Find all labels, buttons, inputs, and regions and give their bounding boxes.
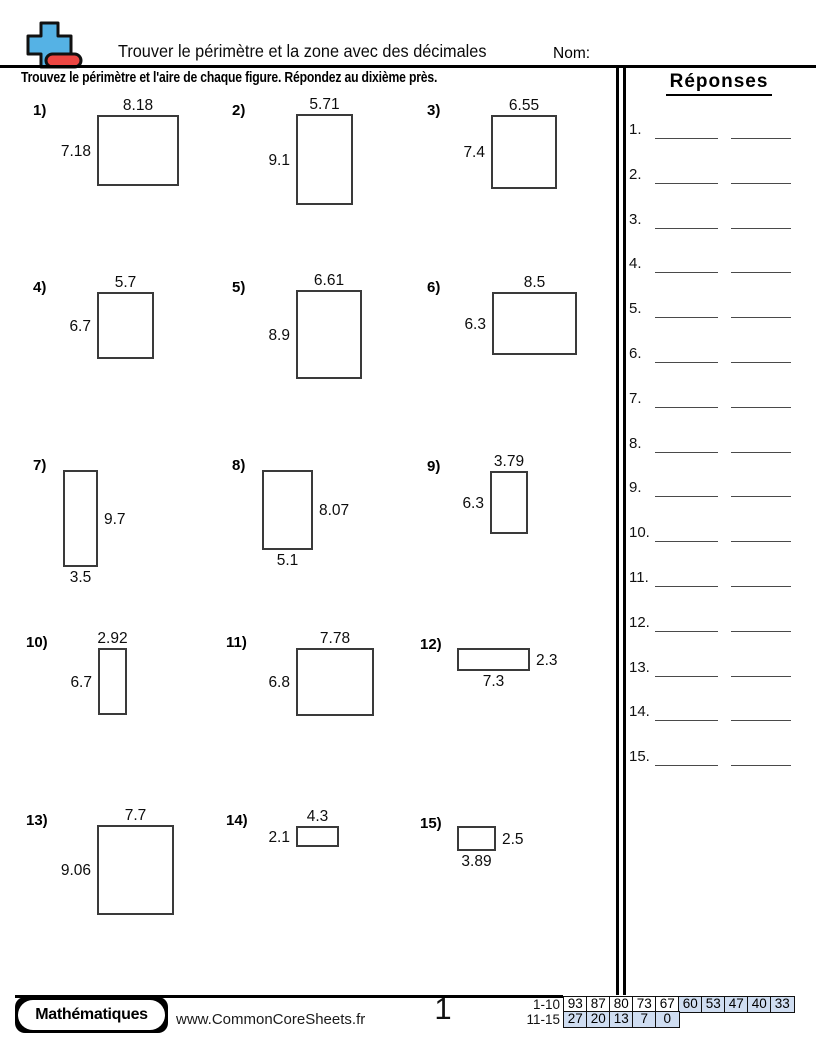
problem-number-14: 14)	[226, 812, 248, 829]
answer-number-3: 3.	[629, 210, 642, 228]
figure-rect-15	[457, 826, 496, 851]
dimension-label-top: 5.71	[309, 96, 340, 113]
dimension-label-top: 7.7	[124, 807, 147, 824]
answer-number-6: 6.	[629, 345, 642, 362]
dimension-label-bottom: 7.3	[482, 673, 505, 690]
answer-blank-perimeter-12	[655, 631, 718, 633]
answer-blank-perimeter-15	[655, 765, 718, 767]
dimension-label-left: 7.18	[60, 142, 91, 160]
answer-blank-area-12	[731, 631, 791, 633]
problem-number-13: 13)	[26, 812, 48, 829]
score-cell: 87	[586, 996, 611, 1013]
answer-blank-area-2	[731, 183, 791, 185]
answer-blank-perimeter-1	[655, 138, 718, 140]
score-cell: 7	[632, 1011, 657, 1028]
answer-blank-perimeter-5	[655, 317, 718, 319]
dimension-label-right: 2.5	[502, 830, 524, 848]
dimension-label-right: 9.7	[104, 510, 126, 528]
problem-number-6: 6)	[427, 279, 441, 296]
dimension-label-left: 6.7	[70, 673, 92, 691]
header-rule	[0, 65, 816, 68]
dimension-label-left: 9.1	[268, 151, 290, 169]
dimension-label-top: 5.7	[114, 274, 137, 291]
answer-blank-area-6	[731, 362, 791, 364]
dimension-label-right: 8.07	[319, 502, 350, 519]
figure-rect-6	[492, 292, 577, 355]
figure-rect-1	[97, 115, 179, 186]
page-title: Trouver le périmètre et la zone avec des décimales	[118, 41, 487, 61]
problem-number-11: 11)	[226, 634, 247, 651]
dimension-label-top: 6.55	[508, 97, 540, 114]
score-cell: 93	[563, 996, 588, 1013]
answer-blank-area-3	[731, 228, 791, 230]
answer-number-7: 7.	[629, 389, 642, 407]
problem-number-12: 12)	[420, 636, 442, 653]
score-cell: 60	[678, 996, 703, 1013]
score-cell: 33	[770, 996, 795, 1013]
dimension-label-bottom: 5.1	[276, 552, 299, 569]
answer-number-10: 10.	[629, 524, 650, 542]
answer-blank-perimeter-6	[655, 362, 718, 364]
dimension-label-left: 6.7	[69, 317, 91, 335]
score-cell: 80	[609, 996, 634, 1013]
answer-blank-perimeter-2	[655, 183, 718, 185]
column-separator-line	[623, 66, 626, 995]
answers-title: Réponses	[628, 71, 810, 96]
score-cell: 40	[747, 996, 772, 1013]
name-label: Nom:	[553, 45, 591, 62]
answer-blank-perimeter-14	[655, 720, 718, 722]
answer-blank-area-13	[731, 676, 791, 678]
answer-number-14: 14.	[629, 703, 650, 721]
answer-blank-perimeter-10	[655, 541, 718, 543]
score-row-label: 11-15	[526, 1012, 560, 1027]
dimension-label-left: 6.3	[462, 494, 484, 512]
score-cell: 20	[586, 1011, 611, 1028]
problem-number-3: 3)	[427, 102, 441, 119]
answer-number-1: 1.	[629, 121, 642, 138]
problem-number-2: 2)	[232, 102, 246, 119]
figure-rect-11	[296, 648, 374, 716]
dimension-label-top: 8.18	[122, 97, 154, 114]
figure-rect-14	[296, 826, 339, 847]
answer-number-4: 4.	[629, 255, 642, 273]
answer-number-13: 13.	[629, 658, 650, 676]
dimension-label-left: 7.4	[463, 144, 485, 161]
problem-number-8: 8)	[232, 457, 246, 474]
score-cell: 53	[701, 996, 726, 1013]
answer-blank-perimeter-8	[655, 452, 718, 454]
dimension-label-left: 8.9	[268, 326, 290, 344]
answer-blank-area-8	[731, 452, 791, 454]
answer-blank-area-11	[731, 586, 791, 588]
answer-blank-area-14	[731, 720, 791, 722]
dimension-label-left: 6.3	[464, 315, 486, 333]
figure-rect-9	[490, 471, 528, 534]
dimension-label-bottom: 3.5	[69, 569, 92, 586]
answer-number-8: 8.	[629, 434, 642, 452]
dimension-label-bottom: 3.89	[461, 853, 492, 870]
answer-blank-perimeter-3	[655, 228, 718, 230]
figure-rect-12	[457, 648, 530, 671]
instruction-text: Trouvez le périmètre et l'aire de chaque figure. Répondez au dixième près.	[21, 70, 438, 86]
score-row-2	[563, 1011, 680, 1028]
score-cell: 73	[632, 996, 657, 1013]
dimension-label-left: 2.1	[268, 828, 290, 846]
score-cell: 13	[609, 1011, 634, 1028]
problem-number-1: 1)	[33, 102, 47, 119]
problem-number-5: 5)	[232, 279, 246, 296]
dimension-label-left: 6.8	[268, 674, 290, 691]
answer-blank-perimeter-4	[655, 272, 718, 274]
answer-blank-area-1	[731, 138, 791, 140]
problem-number-9: 9)	[427, 458, 441, 475]
answer-number-15: 15.	[629, 748, 650, 766]
answer-blank-perimeter-9	[655, 496, 718, 498]
score-row-1	[563, 996, 795, 1013]
answer-blank-area-5	[731, 317, 791, 319]
dimension-label-left: 9.06	[60, 862, 91, 879]
brand-badge-inner	[18, 1000, 165, 1030]
figure-rect-5	[296, 290, 362, 379]
answer-number-9: 9.	[629, 479, 642, 497]
dimension-label-top: 8.5	[523, 274, 546, 291]
answer-blank-area-15	[731, 765, 791, 767]
dimension-label-top: 4.3	[306, 808, 329, 825]
dimension-label-top: 6.61	[313, 272, 345, 289]
figure-rect-4	[97, 292, 154, 359]
page-number: 1	[434, 991, 452, 1026]
figure-rect-10	[98, 648, 127, 715]
brand-badge	[15, 997, 168, 1033]
problem-number-4: 4)	[33, 279, 47, 296]
problem-number-10: 10)	[26, 634, 48, 651]
dimension-label-top: 3.79	[493, 453, 525, 470]
score-cell: 27	[563, 1011, 588, 1028]
figure-rect-3	[491, 115, 557, 189]
website-url: www.CommonCoreSheets.fr	[176, 1011, 366, 1028]
answer-blank-area-4	[731, 272, 791, 274]
dimension-label-top: 7.78	[319, 630, 351, 647]
problem-number-7: 7)	[33, 457, 47, 474]
figure-rect-7	[63, 470, 98, 567]
figure-rect-8	[262, 470, 313, 550]
figure-rect-2	[296, 114, 353, 205]
score-cell: 0	[655, 1011, 680, 1028]
score-cell: 47	[724, 996, 749, 1013]
answer-blank-perimeter-7	[655, 407, 718, 409]
score-cell: 67	[655, 996, 680, 1013]
brand-name: Mathématiques	[35, 1006, 148, 1023]
answer-blank-perimeter-13	[655, 676, 718, 678]
answer-blank-perimeter-11	[655, 586, 718, 588]
answer-number-5: 5.	[629, 300, 642, 318]
answer-blank-area-7	[731, 407, 791, 409]
dimension-label-top: 2.92	[97, 630, 128, 647]
answer-number-2: 2.	[629, 165, 642, 183]
dimension-label-right: 2.3	[536, 651, 558, 669]
figure-rect-13	[97, 825, 174, 915]
answer-blank-area-9	[731, 496, 791, 498]
answer-number-11: 11.	[629, 569, 649, 586]
problem-number-15: 15)	[420, 815, 442, 832]
answer-blank-area-10	[731, 541, 791, 543]
column-separator-line	[616, 66, 619, 995]
answer-number-12: 12.	[629, 613, 650, 631]
score-row-label: 1-10	[532, 996, 560, 1012]
